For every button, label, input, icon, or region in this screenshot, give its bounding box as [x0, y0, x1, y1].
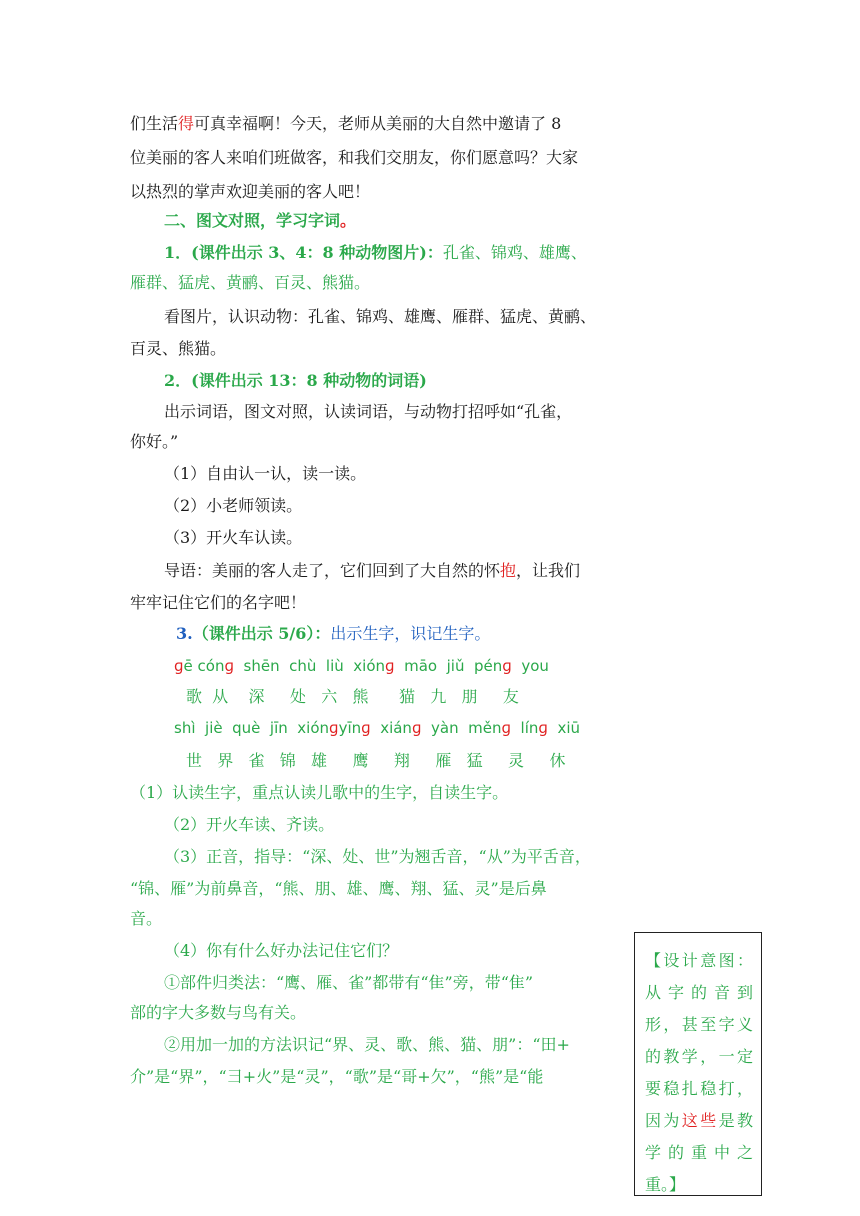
sub-5-line2: 部的字大多数与鸟有关。 [130, 1003, 307, 1022]
pinyin-syllables: cón [192, 657, 225, 675]
pinyin-syllables: xiū [547, 719, 581, 737]
pinyin-syllables: shēn chù liù xión [234, 657, 386, 675]
hanzi-row-1: 歌 从 深 处 六 熊 猫 九 朋 友 [186, 687, 519, 706]
sub-6-line2: 介”是“界”，“彐+火”是“灵”，“歌”是“哥+欠”，“熊”是“能 [130, 1067, 544, 1086]
sub-5-line1: ①部件归类法：“鹰、雁、雀”都带有“隹”旁，带“隹” [164, 973, 534, 992]
pinyin-row-1 [174, 656, 549, 676]
sub-3-line1: （3）正音，指导：“深、处、世”为翘舌音，“从”为平舌音， [164, 847, 591, 866]
step-3: （3）开火车认读。 [164, 528, 303, 547]
pinyin-syllables: lín [511, 719, 539, 737]
pinyin-syllables: māo jiǔ pén [394, 657, 503, 675]
pinyin-g-glyph: ɡ [174, 657, 184, 675]
sub-6-line1: ②用加一加的方法识记“界、灵、歌、熊、猫、朋”：“田+ [164, 1035, 570, 1054]
item1-line1: 1．(课件出示 3、4：8 种动物图片)：孔雀、锦鸡、雄鹰、 [164, 243, 587, 262]
para1-line3: 以热烈的掌声欢迎美丽的客人吧！ [130, 182, 371, 201]
hanzi-row-2: 世 界 雀 锦 雄 鹰 翔 雁 猛 灵 休 [186, 751, 566, 770]
design-intent-box [634, 932, 762, 1196]
sub-4: （4）你有什么好办法记住它们？ [164, 941, 399, 960]
item3-heading: 3.（课件出示 5/6）：出示生字，识记生字。 [176, 624, 491, 643]
show-line1: 出示词语，图文对照，认读词语，与动物打招呼如“孔雀， [164, 402, 573, 421]
pinyin-g-glyph: ɡ [385, 657, 395, 675]
pinyin-g-glyph: ɡ [329, 719, 339, 737]
step-2: （2）小老师领读。 [164, 496, 303, 515]
pinyin-g-glyph: ɡ [411, 719, 422, 737]
guide-line1: 导语：美丽的客人走了，它们回到了大自然的怀抱，让我们 [164, 561, 581, 580]
pinyin-g-glyph: ɡ [501, 719, 511, 737]
pinyin-syllables: yīn [338, 719, 362, 737]
step-1: （1）自由认一认，读一读。 [164, 464, 367, 483]
sub-3-line3: 音。 [130, 909, 163, 928]
pinyin-syllables: yàn měn [421, 719, 502, 737]
look-line1: 看图片，认识动物：孔雀、锦鸡、雄鹰、雁群、猛虎、黄鹂、 [164, 307, 597, 326]
sub-2: （2）开火车读、齐读。 [164, 815, 335, 834]
para1-line2: 位美丽的客人来咱们班做客，和我们交朋友，你们愿意吗？大家 [130, 148, 579, 167]
look-line2: 百灵、熊猫。 [130, 339, 227, 358]
pinyin-row-2 [174, 718, 580, 738]
para1-line1: 们生活得可真幸福啊！今天，老师从美丽的大自然中邀请了 8 [130, 114, 562, 133]
pinyin-g-glyph: ɡ [361, 719, 371, 737]
item1-line2: 雁群、猛虎、黄鹂、百灵、熊猫。 [130, 273, 371, 292]
pinyin-syllables: ē [183, 657, 193, 675]
pinyin-syllables: you [511, 657, 549, 675]
pinyin-syllables: shì jiè què jīn xión [174, 719, 330, 737]
sub-1: （1）认读生字，重点认读儿歌中的生字，自读生字。 [130, 783, 509, 802]
highlight-de: 得 [178, 114, 195, 133]
item2-heading: 2．(课件出示 13：8 种动物的词语) [164, 371, 427, 390]
guide-line2: 牢牢记住它们的名字吧！ [130, 593, 307, 612]
pinyin-g-glyph: ɡ [538, 719, 548, 737]
pinyin-g-glyph: ɡ [502, 657, 512, 675]
pinyin-g-glyph: ɡ [224, 657, 234, 675]
section-heading: 二、图文对照，学习字词。 [164, 211, 357, 230]
sub-3-line2: “锦、雁”为前鼻音，“熊、朋、雄、鹰、翔、猛、灵”是后鼻 [130, 879, 547, 898]
show-line2: 你好。” [130, 432, 179, 451]
design-intent-text: 【设计意图：从字的音到形，甚至字义的教学，一定要稳扎稳打，因为这些是教学的重中之重。】 [645, 951, 753, 1194]
pinyin-syllables: xián [370, 719, 412, 737]
